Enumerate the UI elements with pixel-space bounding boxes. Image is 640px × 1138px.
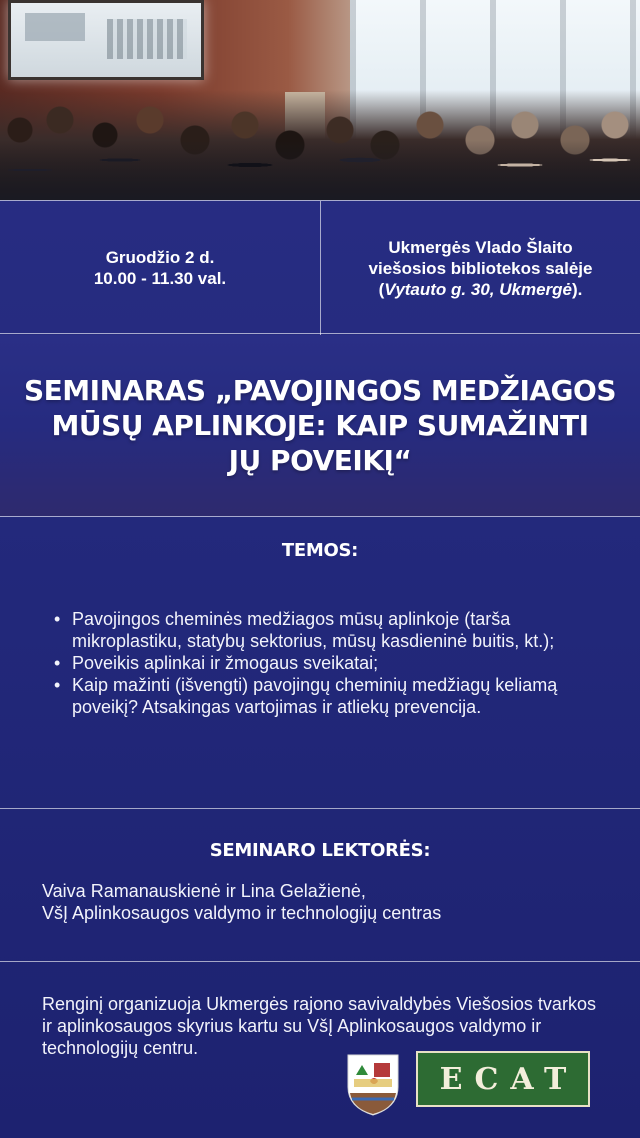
lecturers-text — [42, 880, 612, 924]
title-line-2: MŪSŲ APLINKOJE: KAIP SUMAŽINTI — [51, 409, 589, 442]
ecat-logo-text: ECAT — [439, 1061, 579, 1097]
date-time-cell — [0, 201, 320, 335]
organizer-text: Renginį organizuoja Ukmergės rajono savivaldybės Viešosios tvarkos ir aplinkosaugos skyrius kartu su VšĮ Aplinkosaugos valdymo ir technologijų centru. — [42, 994, 596, 1058]
venue-address-line — [379, 279, 583, 300]
title-line-1: SEMINARAS „PAVOJINGOS MEDŽIAGOS — [24, 374, 616, 407]
venue-address: Vytauto g. 30, Ukmergė — [384, 279, 572, 299]
title-block — [0, 335, 640, 517]
venue-cell — [321, 201, 640, 335]
topics-list — [50, 608, 610, 718]
organizer-section — [0, 963, 640, 1138]
audience-front-row — [0, 140, 640, 200]
event-date: Gruodžio 2 d. — [105, 248, 215, 267]
topics-section — [0, 518, 640, 809]
lecturer-organization: VšĮ Aplinkosaugos valdymo ir technologijų centras — [42, 903, 442, 923]
address-paren-open: ( — [378, 279, 385, 299]
topics-heading: TEMOS: — [281, 540, 359, 561]
event-info-row — [0, 200, 640, 334]
venue-line-1: Ukmergės Vlado Šlaito — [388, 237, 573, 257]
address-paren-close: ). — [571, 279, 583, 299]
hero-photo — [0, 0, 640, 200]
lecturers-section — [0, 810, 640, 962]
topic-item: • Pavojingos cheminės medžiagos mūsų aplinkoje (tarša mikroplastiku, statybų sektorius, mūsų kasdieninė buitis, kt.); — [50, 608, 610, 652]
lecturers-heading: SEMINARO LEKTORĖS: — [209, 840, 431, 861]
topic-item: • Kaip mažinti (išvengti) pavojingų cheminių medžiagų keliamą poveikį? Atsakingas vartojimas ir atliekų prevencija. — [50, 674, 610, 718]
ukmerge-coat-of-arms-icon — [346, 1053, 400, 1117]
lecturer-names: Vaiva Ramanauskienė ir Lina Gelažienė, — [42, 881, 366, 901]
venue-line-2: viešosios bibliotekos salėje — [368, 258, 593, 278]
seminar-title — [20, 373, 620, 478]
topic-item: • Poveikis aplinkai ir žmogaus sveikatai; — [50, 652, 610, 674]
event-time: 10.00 - 11.30 val. — [93, 269, 227, 288]
ecat-logo — [416, 1051, 590, 1107]
projector-screen — [8, 0, 204, 80]
title-line-3: JŲ POVEIKĮ“ — [228, 444, 412, 477]
